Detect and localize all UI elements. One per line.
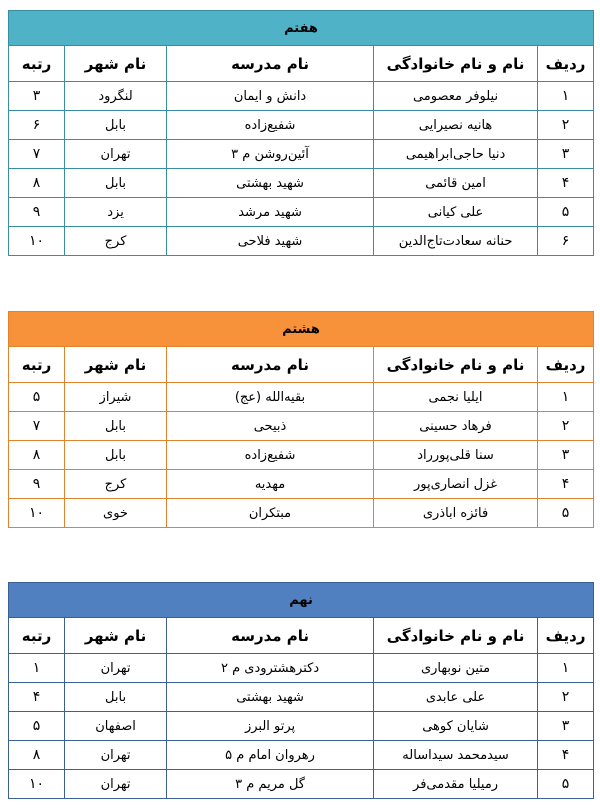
school-cell: شفیع‌زاده — [167, 111, 374, 140]
radif-cell: ۶ — [538, 227, 594, 256]
school-cell: شهید بهشتی — [167, 169, 374, 198]
name-cell: علی کیانی — [374, 198, 538, 227]
name-cell: متین نوبهاری — [374, 654, 538, 683]
name-cell: فائزه اباذری — [374, 499, 538, 528]
city-cell: کرج — [65, 227, 167, 256]
grade-8-table — [8, 311, 593, 528]
city-cell: اصفهان — [65, 712, 167, 741]
rank-cell: ۱۰ — [9, 227, 65, 256]
radif-cell: ۵ — [538, 499, 594, 528]
rank-cell: ۸ — [9, 169, 65, 198]
column-header-name: نام و نام خانوادگی — [374, 347, 538, 383]
school-cell: پرتو البرز — [167, 712, 374, 741]
table-row — [9, 82, 594, 111]
radif-cell: ۴ — [538, 741, 594, 770]
school-cell: شهید فلاحی — [167, 227, 374, 256]
grade-title: نهم — [9, 583, 594, 618]
grade-title: هشتم — [9, 312, 594, 347]
name-cell: دنیا حاجی‌ابراهیمی — [374, 140, 538, 169]
rank-cell: ۱۰ — [9, 499, 65, 528]
grade-7-table — [8, 10, 593, 256]
radif-cell: ۲ — [538, 412, 594, 441]
table-row — [9, 441, 594, 470]
table-row — [9, 383, 594, 412]
city-cell: خوی — [65, 499, 167, 528]
column-header-name: نام و نام خانوادگی — [374, 618, 538, 654]
city-cell: بابل — [65, 412, 167, 441]
city-cell: یزد — [65, 198, 167, 227]
column-header-city: نام شهر — [65, 46, 167, 82]
radif-cell: ۱ — [538, 82, 594, 111]
table-row — [9, 712, 594, 741]
school-cell: شفیع‌زاده — [167, 441, 374, 470]
rank-cell: ۹ — [9, 198, 65, 227]
table-row — [9, 499, 594, 528]
city-cell: تهران — [65, 741, 167, 770]
table-row — [9, 654, 594, 683]
column-header-school: نام مدرسه — [167, 347, 374, 383]
name-cell: سیدمحمد سیداساله — [374, 741, 538, 770]
school-cell: مهدیه — [167, 470, 374, 499]
column-header-school: نام مدرسه — [167, 618, 374, 654]
table-row — [9, 412, 594, 441]
school-cell: بقیه‌الله (عج) — [167, 383, 374, 412]
rank-cell: ۸ — [9, 741, 65, 770]
table-row — [9, 683, 594, 712]
city-cell: شیراز — [65, 383, 167, 412]
rank-cell: ۵ — [9, 383, 65, 412]
school-cell: ذبیحی — [167, 412, 374, 441]
radif-cell: ۳ — [538, 441, 594, 470]
radif-cell: ۴ — [538, 470, 594, 499]
name-cell: حنانه سعادت‌تاج‌الدین — [374, 227, 538, 256]
column-header-radif: ردیف — [538, 46, 594, 82]
table-row — [9, 140, 594, 169]
name-cell: فرهاد حسینی — [374, 412, 538, 441]
city-cell: بابل — [65, 111, 167, 140]
radif-cell: ۴ — [538, 169, 594, 198]
name-cell: امین قائمی — [374, 169, 538, 198]
table-row — [9, 770, 594, 799]
table-row — [9, 227, 594, 256]
rank-cell: ۱۰ — [9, 770, 65, 799]
column-header-rank: رتبه — [9, 347, 65, 383]
radif-cell: ۲ — [538, 111, 594, 140]
school-cell: گل مریم م ۳ — [167, 770, 374, 799]
name-cell: نیلوفر معصومی — [374, 82, 538, 111]
rank-cell: ۸ — [9, 441, 65, 470]
column-header-school: نام مدرسه — [167, 46, 374, 82]
name-cell: غزل انصاری‌پور — [374, 470, 538, 499]
column-header-radif: ردیف — [538, 618, 594, 654]
table-row — [9, 741, 594, 770]
column-header-rank: رتبه — [9, 618, 65, 654]
name-cell: هانیه نصیرایی — [374, 111, 538, 140]
rank-cell: ۴ — [9, 683, 65, 712]
rank-cell: ۵ — [9, 712, 65, 741]
name-cell: ایلیا نجمی — [374, 383, 538, 412]
rank-cell: ۹ — [9, 470, 65, 499]
city-cell: لنگرود — [65, 82, 167, 111]
radif-cell: ۵ — [538, 198, 594, 227]
table-row — [9, 470, 594, 499]
school-cell: دکترهشترودی م ۲ — [167, 654, 374, 683]
radif-cell: ۲ — [538, 683, 594, 712]
name-cell: علی عابدی — [374, 683, 538, 712]
school-cell: دانش و ایمان — [167, 82, 374, 111]
table-row — [9, 169, 594, 198]
rank-cell: ۳ — [9, 82, 65, 111]
school-cell: آئین‌روشن م ۳ — [167, 140, 374, 169]
city-cell: تهران — [65, 770, 167, 799]
city-cell: بابل — [65, 683, 167, 712]
grade-title: هفتم — [9, 11, 594, 46]
column-header-radif: ردیف — [538, 347, 594, 383]
radif-cell: ۱ — [538, 383, 594, 412]
table-row — [9, 111, 594, 140]
grade-9-table — [8, 582, 593, 799]
column-header-rank: رتبه — [9, 46, 65, 82]
school-cell: مبتکران — [167, 499, 374, 528]
rank-cell: ۶ — [9, 111, 65, 140]
radif-cell: ۱ — [538, 654, 594, 683]
city-cell: تهران — [65, 654, 167, 683]
city-cell: بابل — [65, 441, 167, 470]
radif-cell: ۵ — [538, 770, 594, 799]
column-header-name: نام و نام خانوادگی — [374, 46, 538, 82]
radif-cell: ۳ — [538, 140, 594, 169]
rank-cell: ۱ — [9, 654, 65, 683]
name-cell: شایان کوهی — [374, 712, 538, 741]
school-cell: رهروان امام م ۵ — [167, 741, 374, 770]
school-cell: شهید مرشد — [167, 198, 374, 227]
column-header-city: نام شهر — [65, 347, 167, 383]
city-cell: کرج — [65, 470, 167, 499]
city-cell: تهران — [65, 140, 167, 169]
rank-cell: ۷ — [9, 412, 65, 441]
rank-cell: ۷ — [9, 140, 65, 169]
radif-cell: ۳ — [538, 712, 594, 741]
city-cell: بابل — [65, 169, 167, 198]
table-row — [9, 198, 594, 227]
school-cell: شهید بهشتی — [167, 683, 374, 712]
name-cell: رمیلیا مقدمی‌فر — [374, 770, 538, 799]
column-header-city: نام شهر — [65, 618, 167, 654]
name-cell: سنا قلی‌پورراد — [374, 441, 538, 470]
